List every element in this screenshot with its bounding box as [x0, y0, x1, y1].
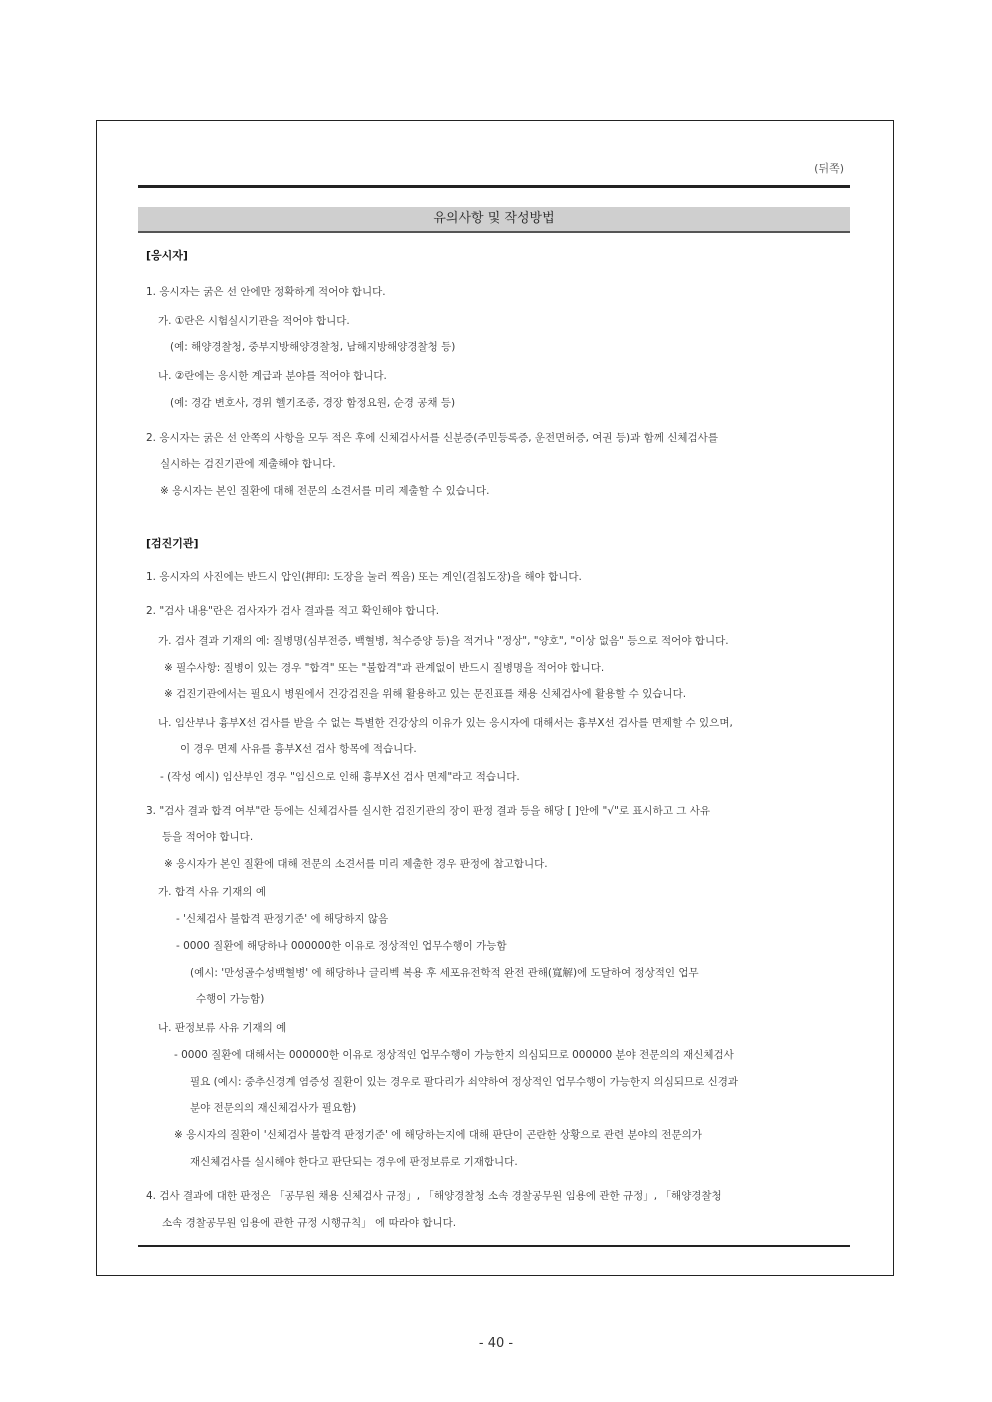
top-rule — [138, 185, 850, 188]
clinic-line: 필요 (예시: 중추신경계 염증성 질환이 있는 경우로 팔다리가 쇠약하여 정상적인 업무수행이 가능한지 의심되므로 신경과 — [190, 1076, 739, 1088]
clinic-line: 분야 전문의의 재신체검사가 필요함) — [190, 1102, 357, 1114]
clinic-line: 가. 검사 결과 기재의 예: 질병명(심부전증, 백혈병, 척수증양 등)을 적거나 "정상", "양호", "이상 없음" 등으로 적어야 합니다. — [158, 635, 729, 647]
applicant-line: (예: 경감 변호사, 경위 헬기조종, 경장 함정요원, 순경 공채 등) — [170, 397, 456, 409]
applicant-line: 가. ①란은 시험실시기관을 적어야 합니다. — [158, 315, 350, 327]
clinic-line: 수행이 가능함) — [196, 993, 265, 1005]
clinic-line: 등을 적어야 합니다. — [162, 831, 254, 843]
clinic-line: ※ 필수사항: 질병이 있는 경우 "합격" 또는 "불합격"과 관계없이 반드시 질병명을 적어야 합니다. — [164, 662, 605, 674]
clinic-line: ※ 검진기관에서는 필요시 병원에서 건강검진을 위해 활용하고 있는 문진표를 채용 신체검사에 활용할 수 있습니다. — [164, 688, 687, 700]
side-label: (뒤쪽) — [814, 162, 844, 175]
clinic-line: 3. "검사 결과 합격 여부"란 등에는 신체검사를 실시한 검진기관의 장이 판정 결과 등을 해당 [ ]안에 "√"로 표시하고 그 사유 — [146, 805, 711, 817]
clinic-line: 나. 임산부나 흉부X선 검사를 받을 수 없는 특별한 건강상의 이유가 있는 응시자에 대해서는 흉부X선 검사를 면제할 수 있으며, — [158, 717, 733, 729]
applicant-line: (예: 해양경찰청, 중부지방해양경찰청, 남해지방해양경찰청 등) — [170, 341, 456, 353]
applicant-line: 2. 응시자는 굵은 선 안쪽의 사항을 모두 적은 후에 신체검사서를 신분증(주민등록증, 운전면허증, 여권 등)과 함께 신체검사를 — [146, 432, 718, 444]
applicant-line: ※ 응시자는 본인 질환에 대해 전문의 소견서를 미리 제출할 수 있습니다. — [160, 485, 490, 497]
section-title: 유의사항 및 작성방법 — [138, 207, 850, 233]
clinic-line: 재신체검사를 실시해야 한다고 판단되는 경우에 판정보류로 기재합니다. — [190, 1156, 518, 1168]
form-frame — [96, 120, 894, 1276]
clinic-line: 소속 경찰공무원 임용에 관한 규정 시행규칙」 에 따라야 합니다. — [162, 1217, 457, 1229]
clinic-line: 가. 합격 사유 기재의 예 — [158, 886, 266, 898]
clinic-line: - 0000 질환에 해당하나 000000한 이유로 정상적인 업무수행이 가능함 — [176, 940, 507, 952]
clinic-line: 이 경우 면제 사유를 흉부X선 검사 항목에 적습니다. — [180, 743, 417, 755]
bottom-rule — [138, 1245, 850, 1247]
clinic-line: 4. 검사 결과에 대한 판정은 「공무원 채용 신체검사 규정」, 「해양경찰청 소속 경찰공무원 임용에 관한 규정」, 「해양경찰청 — [146, 1190, 722, 1202]
applicant-line: 실시하는 검진기관에 제출해야 합니다. — [160, 458, 336, 470]
applicant-heading: [응시자] — [146, 249, 188, 262]
clinic-line: ※ 응시자의 질환이 '신체검사 불합격 판정기준' 에 해당하는지에 대해 판단이 곤란한 상황으로 관련 분야의 전문의가 — [174, 1129, 702, 1141]
clinic-heading: [검진기관] — [146, 537, 199, 550]
clinic-line: - (작성 예시) 임산부인 경우 "임신으로 인해 흉부X선 검사 면제"라고 적습니다. — [160, 771, 520, 783]
applicant-line: 1. 응시자는 굵은 선 안에만 정확하게 적어야 합니다. — [146, 286, 386, 298]
clinic-line: - '신체검사 불합격 판정기준' 에 해당하지 않음 — [176, 913, 389, 925]
clinic-line: (예시: '만성골수성백혈병' 에 해당하나 글리벡 복용 후 세포유전학적 완전 관해(寬解)에 도달하여 정상적인 업무 — [190, 967, 699, 979]
applicant-line: 나. ②란에는 응시한 계급과 분야를 적어야 합니다. — [158, 370, 387, 382]
page-number: - 40 - — [478, 1336, 514, 1351]
clinic-line: 2. "검사 내용"란은 검사자가 검사 결과를 적고 확인해야 합니다. — [146, 605, 440, 617]
clinic-line: 1. 응시자의 사진에는 반드시 압인(押印: 도장을 눌러 찍음) 또는 계인(걸침도장)을 해야 합니다. — [146, 571, 582, 583]
clinic-line: 나. 판정보류 사유 기재의 예 — [158, 1022, 287, 1034]
clinic-line: - 0000 질환에 대해서는 000000한 이유로 정상적인 업무수행이 가능한지 의심되므로 000000 분야 전문의의 재신체검사 — [174, 1049, 734, 1061]
clinic-line: ※ 응시자가 본인 질환에 대해 전문의 소견서를 미리 제출한 경우 판정에 참고합니다. — [164, 858, 548, 870]
